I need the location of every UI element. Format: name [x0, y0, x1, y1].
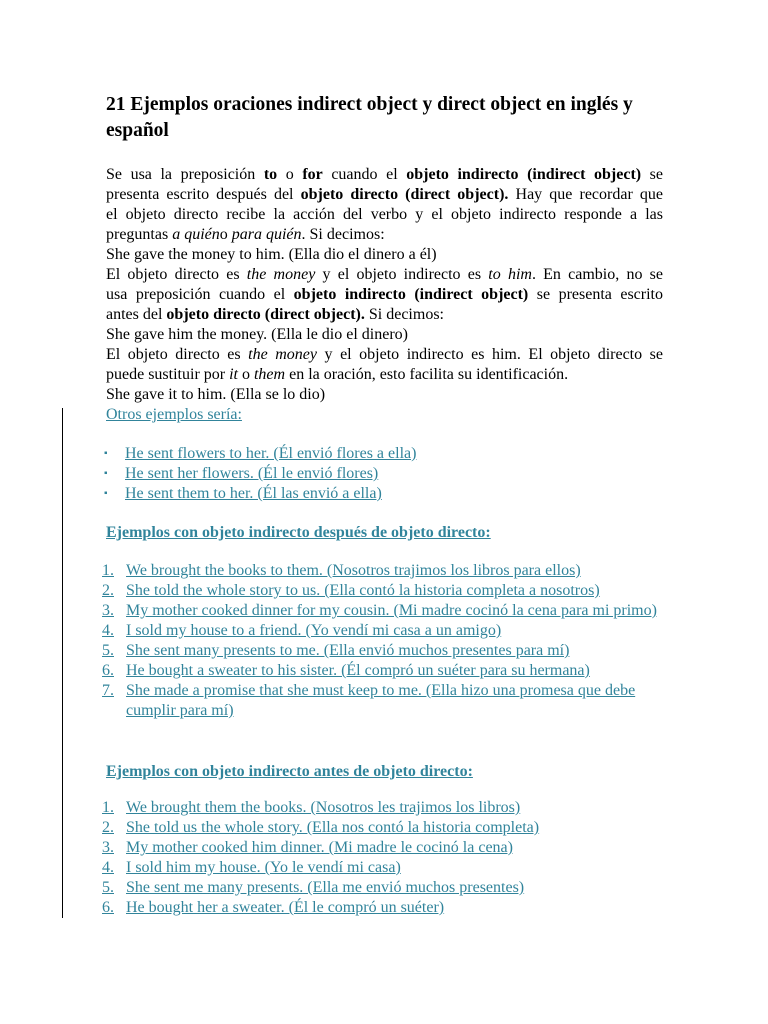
example-link[interactable]: He bought a sweater to his sister. (Él compró un suéter para su hermana)	[126, 662, 590, 679]
example-link[interactable]: She told us the whole story. (Ella nos contó la historia completa)	[126, 819, 540, 836]
section-heading-before[interactable]: Ejemplos con objeto indirecto antes de objeto directo:	[106, 763, 473, 780]
numbered-list-before	[102, 798, 662, 918]
bullet-icon: ▪	[104, 488, 108, 499]
example-link[interactable]: He bought her a sweater. (Él le compró un suéter)	[126, 899, 445, 916]
list-item[interactable]: 5. She sent many presents to me. (Ella envió muchos presentes para mí)	[102, 642, 570, 659]
bullet-list	[104, 444, 416, 504]
bullet-icon: ▪	[104, 448, 108, 459]
example-link[interactable]: We brought them the books. (Nosotros les trajimos los libros)	[126, 799, 521, 816]
example-link[interactable]: My mother cooked him dinner. (Mi madre le cocinó la cena)	[126, 839, 513, 856]
list-item[interactable]: 3. My mother cooked dinner for my cousin. (Mi madre cocinó la cena para mi primo)	[102, 602, 657, 619]
list-item[interactable]: 6. He bought her a sweater. (Él le compró un suéter)	[102, 899, 445, 916]
list-item[interactable]: 7. She made a promise that she must keep to me. (Ella hizo una promesa que debe cumplir para mí)	[102, 682, 636, 719]
section-heading-after[interactable]: Ejemplos con objeto indirecto después de objeto directo:	[106, 524, 491, 541]
list-item[interactable]	[104, 484, 416, 504]
document-title: 21 Ejemplos oraciones indirect object y direct object en inglés y español	[106, 94, 633, 141]
bullet-icon: ▪	[104, 468, 108, 479]
list-item[interactable]: 1. We brought them the books. (Nosotros les trajimos los libros)	[102, 799, 521, 816]
example-link[interactable]: She sent many presents to me. (Ella envió muchos presentes para mí)	[126, 642, 570, 659]
example-link[interactable]: I sold him my house. (Yo le vendí mi casa)	[126, 859, 401, 876]
bullet-link[interactable]: He sent her flowers. (Él le envió flores)	[125, 465, 379, 482]
para-line: antes del objeto directo (direct object). Si decimos:	[106, 306, 444, 323]
bullet-link[interactable]: He sent them to her. (Él las envió a ella)	[125, 485, 382, 502]
list-item[interactable]: 5. She sent me many presents. (Ella me envió muchos presentes)	[102, 879, 525, 896]
para-line: el objeto directo recibe la acción del verbo y el objeto indirecto responde a las	[106, 206, 663, 223]
list-item[interactable]	[104, 464, 416, 484]
list-item[interactable]: 4. I sold him my house. (Yo le vendí mi casa)	[102, 859, 401, 876]
list-item[interactable]: 1. We brought the books to them. (Nosotros trajimos los libros para ellos)	[102, 562, 581, 579]
para-line: puede sustituir por it o them en la oración, esto facilita su identificación.	[106, 366, 569, 383]
numbered-list-after	[102, 561, 662, 721]
para-line: El objeto directo es the money y el objeto indirecto es him. El objeto directo se	[106, 346, 664, 363]
example-link[interactable]: We brought the books to them. (Nosotros trajimos los libros para ellos)	[126, 562, 581, 579]
para-line: El objeto directo es the money y el objeto indirecto es to him. En cambio, no se	[106, 266, 663, 283]
example-sentence: She gave it to him. (Ella se lo dio)	[106, 386, 326, 403]
para-line: preguntas a quiéno para quién. Si decimos:	[106, 226, 385, 243]
example-link[interactable]: She made a promise that she must keep to me. (Ella hizo una promesa que debe cumplir para mí)	[126, 682, 636, 719]
bullet-link[interactable]: He sent flowers to her. (Él envió flores a ella)	[125, 445, 417, 462]
list-item[interactable]: 6. He bought a sweater to his sister. (Él compró un suéter para su hermana)	[102, 662, 590, 679]
para-line: usa preposición cuando el objeto indirecto (indirect object) se presenta escrito	[106, 286, 663, 303]
para-line: Se usa la preposición to o for cuando el objeto indirecto (indirect object) se	[106, 166, 664, 183]
margin-bar	[62, 408, 63, 918]
list-item[interactable]: 4. I sold my house to a friend. (Yo vendí mi casa a un amigo)	[102, 622, 502, 639]
example-link[interactable]: She told the whole story to us. (Ella contó la historia completa a nosotros)	[126, 582, 600, 599]
intro-paragraph	[106, 165, 663, 405]
otros-ejemplos-link[interactable]: Otros ejemplos sería:	[106, 406, 242, 423]
example-link[interactable]: My mother cooked dinner for my cousin. (Mi madre cocinó la cena para mi primo)	[126, 602, 657, 619]
example-sentence: She gave the money to him. (Ella dio el dinero a él)	[106, 246, 437, 263]
list-item[interactable]: 2. She told us the whole story. (Ella nos contó la historia completa)	[102, 819, 540, 836]
para-line: presenta escrito después del objeto directo (direct object). Hay que recordar que	[106, 186, 664, 203]
list-item[interactable]	[104, 444, 416, 464]
example-sentence: She gave him the money. (Ella le dio el dinero)	[106, 326, 408, 343]
example-link[interactable]: She sent me many presents. (Ella me envió muchos presentes)	[126, 879, 525, 896]
list-item[interactable]: 3. My mother cooked him dinner. (Mi madre le cocinó la cena)	[102, 839, 513, 856]
list-item[interactable]: 2. She told the whole story to us. (Ella contó la historia completa a nosotros)	[102, 582, 600, 599]
example-link[interactable]: I sold my house to a friend. (Yo vendí mi casa a un amigo)	[126, 622, 502, 639]
